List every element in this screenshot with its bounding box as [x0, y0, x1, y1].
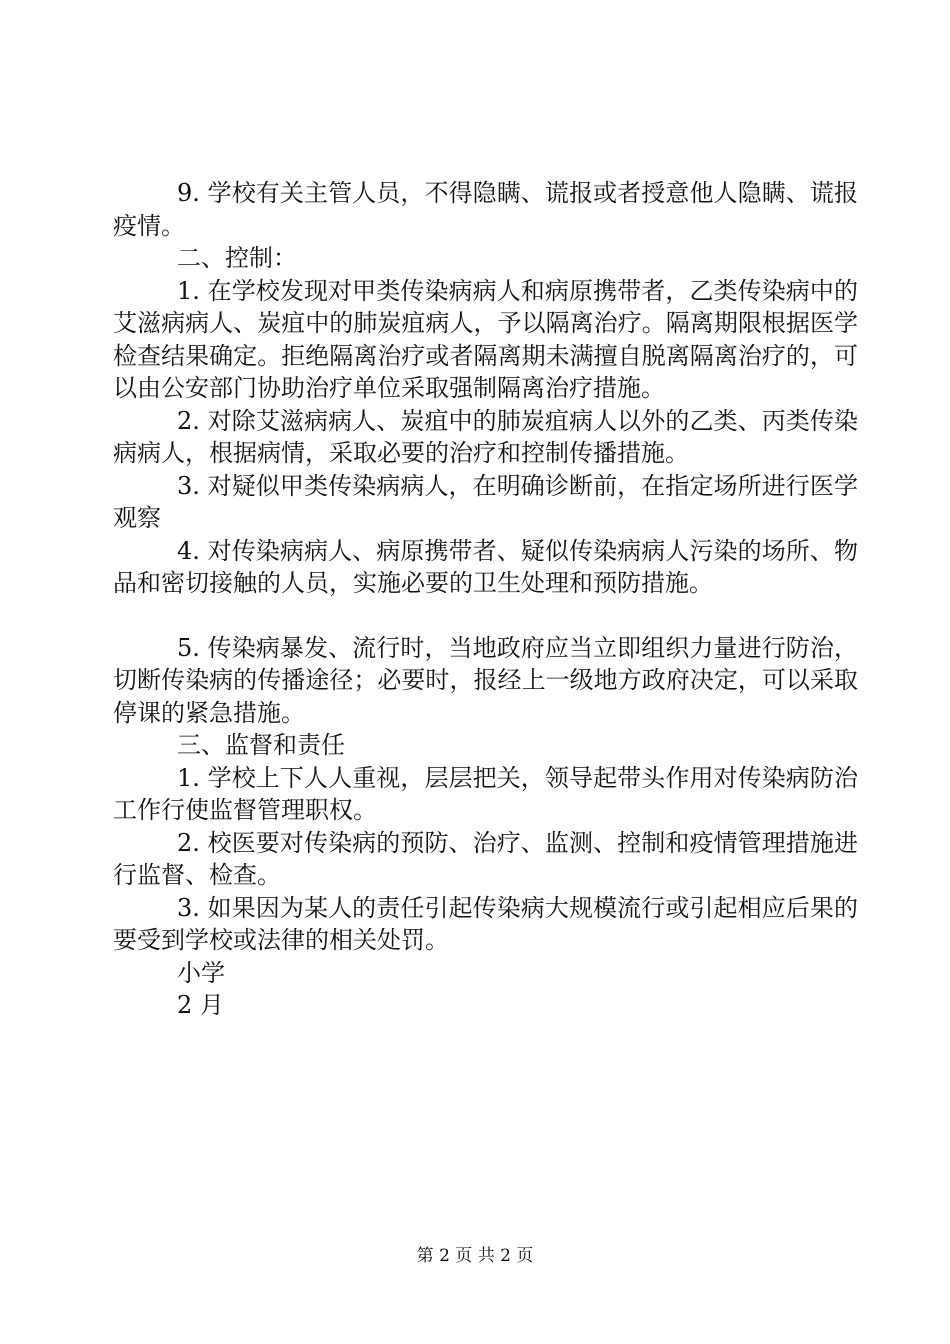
paragraph-control-2-treatment: 2. 对除艾滋病病人、炭疽中的肺炭疽病人以外的乙类、丙类传染病病人，根据病情，采取必要的治疗和控制传播措施。 — [113, 406, 858, 467]
signature-date: 2 月 — [177, 991, 224, 1019]
paragraph-control-3-observation: 3. 对疑似甲类传染病病人，在明确诊断前，在指定场所进行医学观察 — [113, 471, 858, 532]
paragraph-control-5-outbreak: 5. 传染病暴发、流行时，当地政府应当立即组织力量进行防治，切断传染病的传播途径；必要时，报经上一级地方政府决定，可以采取停课的紧急措施。 — [113, 633, 858, 727]
paragraph-item-9-no-concealment: 9. 学校有关主管人员，不得隐瞒、谎报或者授意他人隐瞒、谎报疫情。 — [113, 179, 858, 240]
paragraph-supervision-2: 2. 校医要对传染病的预防、治疗、监测、控制和疫情管理措施进行监督、检查。 — [113, 828, 858, 889]
document-body — [113, 177, 858, 1022]
section-heading-supervision: 三、监督和责任 — [177, 731, 345, 759]
paragraph-supervision-3: 3. 如果因为某人的责任引起传染病大规模流行或引起相应后果的要受到学校或法律的相关处罚。 — [113, 893, 858, 954]
signature-school: 小学 — [177, 958, 225, 987]
paragraph-control-1-isolation: 1. 在学校发现对甲类传染病病人和病原携带者，乙类传染病中的艾滋病病人、炭疽中的肺炭疽病人，予以隔离治疗。隔离期限根据医学检查结果确定。拒绝隔离治疗或者隔离期未满擅自脱离隔离治疗的，可以由公安部门协助治疗单位采取强制隔离治疗措施。 — [113, 276, 858, 402]
paragraph-supervision-1: 1. 学校上下人人重视，层层把关，领导起带头作用对传染病防治工作行使监督管理职权。 — [113, 763, 858, 824]
page-footer: 第 2 页 共 2 页 — [416, 1246, 534, 1266]
paragraph-control-4-sanitation: 4. 对传染病病人、病原携带者、疑似传染病病人污染的场所、物品和密切接触的人员，实施必要的卫生处理和预防措施。 — [113, 536, 858, 597]
section-heading-control: 二、控制： — [177, 244, 297, 272]
